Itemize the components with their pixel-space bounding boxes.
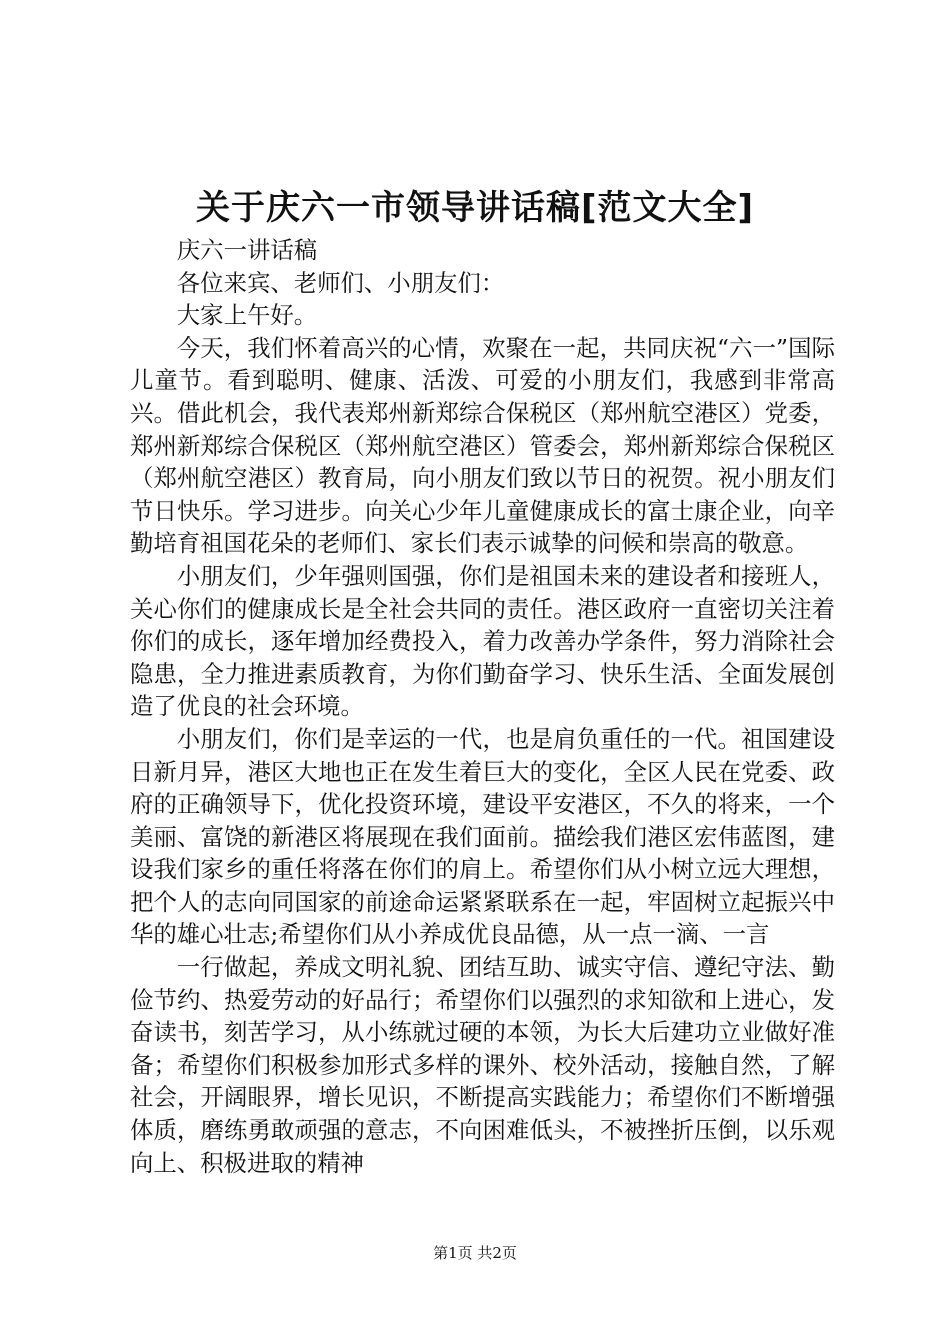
paragraph-body-1: 今天，我们怀着高兴的心情，欢聚在一起，共同庆祝“六一”国际儿童节。看到聪明、健康、活泼、可爱的小朋友们，我感到非常高兴。借此机会，我代表郑州新郑综合保税区（郑州航空港区）党委，郑州新郑综合保税区（郑州航空港区）管委会，郑州新郑综合保税区（郑州航空港区）教育局，向小朋友们致以节日的祝贺。祝小朋友们节日快乐。学习进步。向关心少年儿童健康成长的富士康企业，向辛勤培育祖国花朵的老师们、家长们表示诚挚的问候和崇高的敬意。 [130, 333, 835, 558]
document-body [130, 234, 835, 1179]
page-number-footer: 第1页 共2页 [433, 1244, 517, 1262]
paragraph-greeting: 大家上午好。 [176, 301, 318, 330]
paragraph-body-4: 一行做起，养成文明礼貌、团结互助、诚实守信、遵纪守法、勤俭节约、热爱劳动的好品行；希望你们以强烈的求知欲和上进心，发奋读书，刻苦学习，从小练就过硬的本领，为长大后建功立业做好准备；希望你们积极参加形式多样的课外、校外活动，接触自然，了解社会，开阔眼界，增长见识，不断提高实践能力；希望你们不断增强体质，磨练勇敢顽强的意志，不向困难低头，不被挫折压倒，以乐观向上、积极进取的精神 [130, 953, 835, 1177]
page-title: 关于庆六一市领导讲话稿[范文大全] [195, 188, 755, 228]
paragraph-body-2: 小朋友们，少年强则国强，你们是祖国未来的建设者和接班人，关心你们的健康成长是全社会共同的责任。港区政府一直密切关注着你们的成长，逐年增加经费投入，着力改善办学条件，努力消除社会隐患，全力推进素质教育，为你们勤奋学习、快乐生活、全面发展创造了优良的社会环境。 [130, 561, 835, 721]
paragraph-subtitle: 庆六一讲话稿 [176, 236, 318, 264]
paragraph-salutation: 各位来宾、老师们、小朋友们： [176, 268, 505, 297]
paragraph-body-3: 小朋友们，你们是幸运的一代，也是肩负重任的一代。祖国建设日新月异，港区大地也正在发生着巨大的变化，全区人民在党委、政府的正确领导下，优化投资环境，建设平安港区，不久的将来，一个美丽、富饶的新港区将展现在我们面前。描绘我们港区宏伟蓝图，建设我们家乡的重任将落在你们的肩上。希望你们从小树立远大理想，把个人的志向同国家的前途命运紧紧联系在一起，牢固树立起振兴中华的雄心壮志;希望你们从小养成优良品德，从一点一滴、一言 [130, 724, 835, 949]
